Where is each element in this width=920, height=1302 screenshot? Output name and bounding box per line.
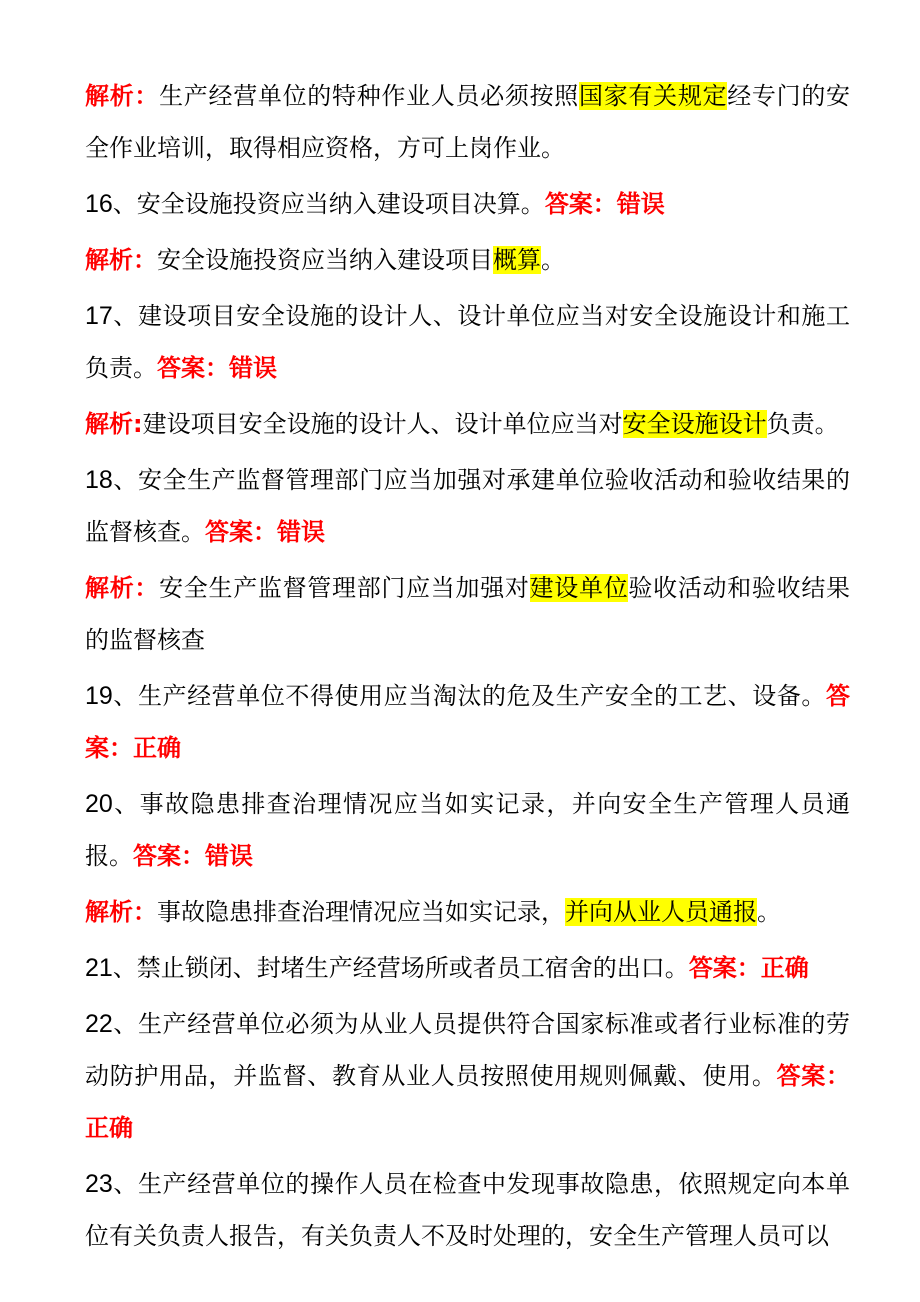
document-page — [85, 70, 850, 1262]
explanation-text: 验收活动和验收结果的监督核查 — [85, 574, 851, 654]
answer-label: 答案：错误 — [205, 518, 325, 546]
explanation-label: 解析: — [85, 410, 143, 438]
question-number: 18 — [85, 466, 113, 494]
explanation-text: 。 — [757, 898, 781, 926]
question-number: 19 — [85, 682, 113, 710]
explanation-label: 解析： — [85, 898, 157, 926]
question-17 — [85, 290, 850, 394]
answer-label: 答案：正确 — [85, 1062, 851, 1142]
question-text: 、禁止锁闭、封堵生产经营场所或者员工宿舍的出口。 — [112, 954, 689, 982]
explanation-text: 负责。 — [766, 410, 839, 438]
highlighted-keyword: 概算 — [493, 246, 541, 274]
explanation-text: 安全设施投资应当纳入建设项目 — [157, 246, 493, 274]
question-text: 、事故隐患排查治理情况应当如实记录，并向安全生产管理人员通报。 — [85, 790, 850, 870]
question-text: 、生产经营单位不得使用应当淘汰的危及生产安全的工艺、设备。 — [112, 682, 826, 710]
explanation-text: 事故隐患排查治理情况应当如实记录， — [157, 898, 565, 926]
question-text: 、安全设施投资应当纳入建设项目决算。 — [112, 190, 545, 218]
question-number: 22 — [85, 1010, 113, 1038]
highlighted-keyword: 建设单位 — [529, 574, 629, 602]
explanation-text: 安全生产监督管理部门应当加强对 — [159, 574, 530, 602]
explanation-16 — [85, 234, 850, 286]
question-text: 、生产经营单位必须为从业人员提供符合国家标准或者行业标准的劳动防护用品，并监督、教育从业人员按照使用规则佩戴、使用。 — [85, 1010, 850, 1090]
question-number: 23 — [85, 1170, 113, 1198]
explanation-18 — [85, 562, 850, 666]
question-16 — [85, 178, 850, 230]
question-23 — [85, 1158, 850, 1262]
explanation-label: 解析： — [85, 246, 157, 274]
explanation-text: 建设项目安全设施的设计人、设计单位应当对 — [142, 410, 623, 438]
explanation-text: 经专门的安全作业培训，取得相应资格，方可上岗作业。 — [85, 82, 851, 162]
highlighted-keyword: 安全设施设计 — [622, 410, 767, 438]
answer-label: 答案：正确 — [688, 954, 809, 982]
explanation-text: 生产经营单位的特种作业人员必须按照 — [159, 82, 580, 110]
explanation-label: 解析： — [85, 82, 160, 110]
explanation-text: 。 — [541, 246, 565, 274]
question-22 — [85, 998, 850, 1154]
question-20 — [85, 778, 850, 882]
question-number: 20 — [85, 790, 113, 818]
explanation-17 — [85, 398, 850, 450]
question-text: 、安全生产监督管理部门应当加强对承建单位验收活动和验收结果的监督核查。 — [85, 466, 850, 546]
question-number: 17 — [85, 302, 113, 330]
explanation-20 — [85, 886, 850, 938]
question-19 — [85, 670, 850, 774]
question-number: 16 — [85, 190, 113, 218]
highlighted-keyword: 国家有关规定 — [579, 82, 728, 110]
question-text: 、生产经营单位的操作人员在检查中发现事故隐患，依照规定向本单位有关负责人报告，有关负责人不及时处理的，安全生产管理人员可以 — [85, 1170, 850, 1250]
answer-label: 答案：正确 — [85, 682, 850, 762]
explanation-15 — [85, 70, 850, 174]
answer-label: 答案：错误 — [544, 190, 665, 218]
answer-label: 答案：错误 — [133, 842, 253, 870]
explanation-label: 解析： — [85, 574, 160, 602]
question-21 — [85, 942, 850, 994]
answer-label: 答案：错误 — [157, 354, 277, 382]
question-text: 、建设项目安全设施的设计人、设计单位应当对安全设施设计和施工负责。 — [85, 302, 850, 382]
question-18 — [85, 454, 850, 558]
question-number: 21 — [85, 954, 113, 982]
highlighted-keyword: 并向从业人员通报 — [565, 898, 757, 926]
